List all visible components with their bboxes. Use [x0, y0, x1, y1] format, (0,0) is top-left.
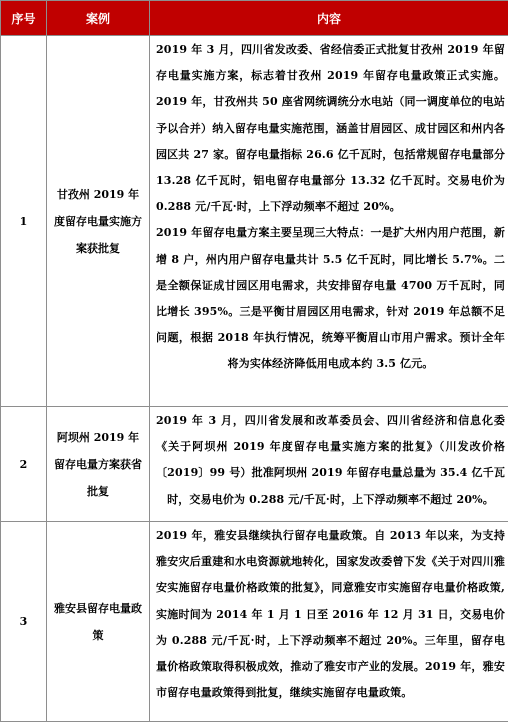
content-paragraph: 2019 年 3 月，四川省发改委、省经信委正式批复甘孜州 2019 年留存电量实施方案，标志着甘孜州 2019 年留存电量政策正式实施。2019 年，甘孜州共 50 座省网统调统分水电站（同一调度单位的电站予以合并）纳入留存电量实施范围，涵盖甘眉园区、成甘园区和州内各园区共 27 家。留存电量指标 26.6 亿千瓦时，包括常规留存电量部分 13.28 亿千瓦时，铝电留存电量部分 13.32 亿千瓦时。交易电价为 0.288 元/千瓦·时，上下浮动频率不超过 20%。 [156, 37, 505, 220]
row-index: 3 [1, 522, 47, 722]
row-content [150, 407, 508, 522]
row-content [150, 522, 508, 722]
content-paragraph: 2019 年，雅安县继续执行留存电量政策。自 2013 年以来，为支持雅安灾后重建和水电资源就地转化，国家发改委曾下发《关于对四川雅安实施留存电量价格政策的批复》，同意雅安市实施留存电量价格政策,实施时间为 2014 年 1 月 1 日至 2016 年 12 月 31 日，交易电价为 0.288 元/千瓦·时，上下浮动频率不超过 20%。三年里，留存电量价格政策取得积极成效，推动了雅安市产业的发展。2019 年，雅安市留存电量政策得到批复，继续实施留存电量政策。 [156, 523, 505, 706]
header-case: 案例 [47, 1, 150, 36]
content-paragraph: 2019 年 3 月，四川省发展和改革委员会、四川省经济和信息化委《关于阿坝州 2019 年度留存电量实施方案的批复》（川发改价格〔2019〕99 号）批准阿坝州 2019 年留存电量总量为 35.4 亿千瓦时，交易电价为 0.288 元/千瓦·时，上下浮动频率不超过 20%。 [156, 408, 505, 513]
header-content: 内容 [150, 1, 508, 36]
row-case: 阿坝州 2019 年留存电量方案获省批复 [47, 407, 150, 522]
table-row [1, 522, 508, 722]
row-case: 甘孜州 2019 年度留存电量实施方案获批复 [47, 36, 150, 407]
table-row [1, 36, 508, 407]
table-row [1, 407, 508, 522]
row-index: 1 [1, 36, 47, 407]
row-index: 2 [1, 407, 47, 522]
row-content [150, 36, 508, 407]
header-index: 序号 [1, 1, 47, 36]
row-case: 雅安县留存电量政策 [47, 522, 150, 722]
content-paragraph: 2019 年留存电量方案主要呈现三大特点：一是扩大州内用户范围，新增 8 户，州内用户留存电量共计 5.5 亿千瓦时，同比增长 5.7%。二是全额保证成甘园区用电需求，共安排留存电量 4700 万千瓦时，同比增长 395%。三是平衡甘眉园区用电需求，针对 2019 年总额不足问题，根据 2018 年执行情况，统筹平衡眉山市用户需求。预计全年将为实体经济降低用电成本约 3.5 亿元。 [156, 220, 505, 377]
header-row [1, 1, 508, 36]
